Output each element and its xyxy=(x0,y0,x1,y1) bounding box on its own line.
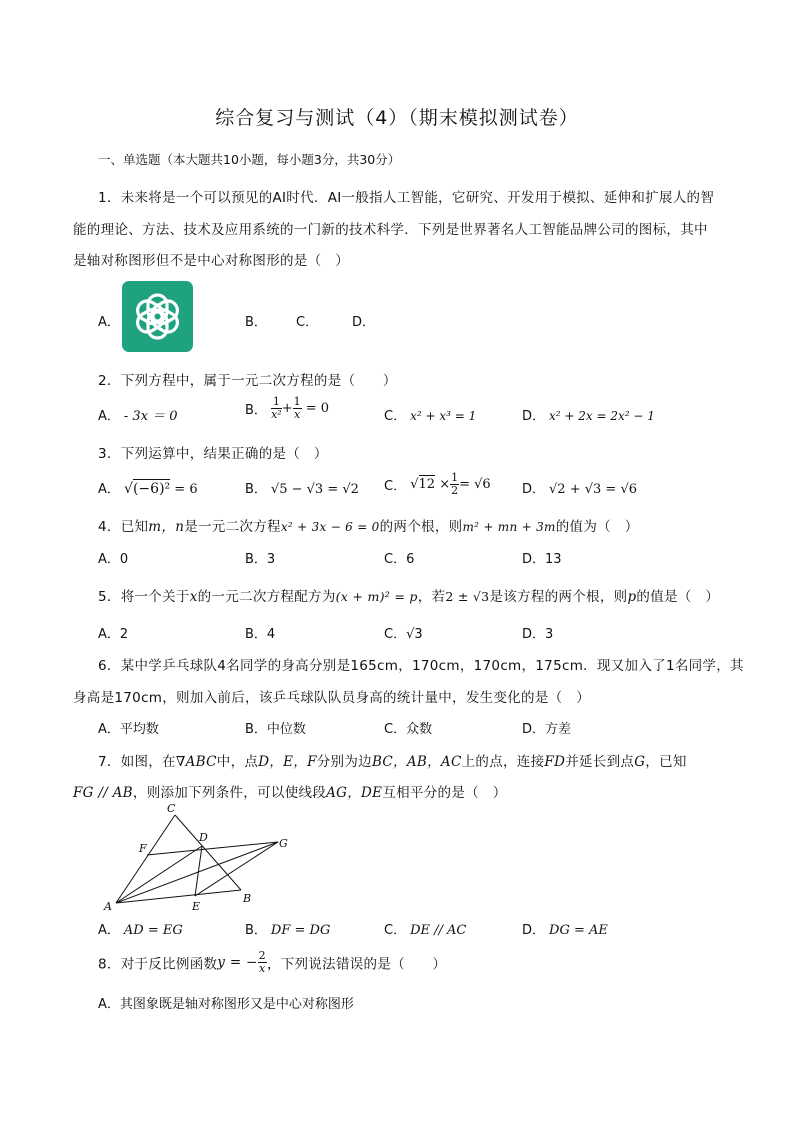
q3-d-label: D． xyxy=(522,482,546,497)
q2-stem: 2．下列方程中，属于一元二次方程的是（ ） xyxy=(98,373,397,389)
q3-stem: 3．下列运算中，结果正确的是（ ） xyxy=(98,446,328,462)
q5-option-d[interactable]: D．3 xyxy=(522,627,554,642)
fig-seg-AC xyxy=(116,815,175,903)
q6-line-1: 6．某中学乒乓球队4名同学的身高分别是165cm，170cm，170cm，175cm．现又加入了1名同学，其 xyxy=(98,658,744,674)
fig-label-A: A xyxy=(104,900,112,913)
q3-b-expr: √5 − √3 = √2 xyxy=(270,482,359,497)
q7-line-2: FG // AB，则添加下列条件，可以使线段AG，DE互相平分的是（ ） xyxy=(73,785,507,801)
q3-option-d[interactable] xyxy=(522,478,637,497)
q7-option-a[interactable]: A． AD = EG xyxy=(98,923,183,938)
q2-option-a[interactable] xyxy=(98,405,178,424)
q2-b-label: B． xyxy=(245,403,267,418)
fig-seg-FG xyxy=(147,842,278,855)
q7-option-c[interactable]: C． DE // AC xyxy=(384,923,467,938)
q2-c-label: C． xyxy=(384,409,407,424)
q5-stem: 5．将一个关于x的一元二次方程配方为(x + m)² = p，若2 ± √3是该方程的两个根，则p的值是（ ） xyxy=(98,589,720,605)
q1-line-1: 1．未来将是一个可以预见的AI时代．AI一般指人工智能，它研究、开发用于模拟、延伸和扩展人的智 xyxy=(98,190,715,206)
q1-option-a-label[interactable]: A． xyxy=(98,315,120,330)
q6-option-c[interactable]: C．众数 xyxy=(384,722,433,737)
q1-option-b-label[interactable]: B． xyxy=(245,315,267,330)
q4-option-b[interactable]: B．3 xyxy=(245,552,276,567)
q7-line-1: 7．如图，在∇ABC中，点D，E，F分别为边BC，AB，AC上的点，连接FD并延长到点G，已知 xyxy=(98,754,687,770)
q3-option-b[interactable] xyxy=(245,478,359,497)
q8-frac: $\frac{2}{x}$ xyxy=(258,949,266,975)
q4-option-a[interactable]: A．0 xyxy=(98,552,129,567)
q4-option-c[interactable]: C．6 xyxy=(384,552,415,567)
q3-a-rhs: = 6 xyxy=(174,482,198,497)
q3-c-frac: $\frac{1}{2}$ xyxy=(451,471,459,497)
fig-label-E: E xyxy=(192,900,201,913)
fig-label-F: F xyxy=(139,842,147,855)
q6-option-a[interactable]: A．平均数 xyxy=(98,722,159,737)
q5-equation: (x + m)² = p xyxy=(335,589,418,604)
q1-option-d-label[interactable]: D． xyxy=(352,315,376,330)
q2-option-b[interactable]: B． $\frac{1}{\text{x²}}$ + $\frac{1}{x}$ = 0 xyxy=(245,395,330,421)
fig-label-G: G xyxy=(279,837,288,850)
q8-option-a[interactable]: A．其图象既是轴对称图形又是中心对称图形 xyxy=(98,997,354,1012)
q8-stem: 8．对于反比例函数y = − $\frac{2}{x}$ ，下列说法错误的是（ ） xyxy=(98,949,447,975)
openai-logo-icon xyxy=(122,281,193,352)
q6-line-2: 身高是170cm，则加入前后，该乒乓球队队员身高的统计量中，发生变化的是（ ） xyxy=(73,690,591,706)
q2-c-expr: x² + x³ = 1 xyxy=(410,409,477,423)
q5-option-c[interactable]: C．√3 xyxy=(384,627,423,642)
q2-a-expr: - 3x ＝ 0 xyxy=(123,409,178,424)
q7-geometry-figure xyxy=(98,800,298,915)
q3-c-label: C． xyxy=(384,479,407,494)
q3-option-a[interactable] xyxy=(98,478,198,497)
q2-a-label: A． xyxy=(98,409,120,424)
q2-d-expr: x² + 2x = 2x² − 1 xyxy=(549,409,655,423)
q3-option-c[interactable]: C． √12 × $\frac{1}{2}$ = √6 xyxy=(384,471,491,497)
fig-seg-CB xyxy=(175,815,241,890)
fig-seg-AD xyxy=(116,846,202,903)
fig-label-C: C xyxy=(167,802,176,815)
fig-seg-AB xyxy=(116,890,241,903)
q2-b-frac1: $\frac{1}{\text{x²}}$ xyxy=(271,395,282,421)
q4-stem: 4．已知m，n是一元二次方程x² + 3x − 6 = 0的两个根，则m² + mn + 3m的值为（ ） xyxy=(98,519,639,535)
q5-option-a[interactable]: A．2 xyxy=(98,627,129,642)
q2-b-frac2: $\frac{1}{x}$ xyxy=(293,395,301,421)
q2-option-d[interactable] xyxy=(522,405,655,424)
q6-option-d[interactable]: D．方差 xyxy=(522,722,572,737)
page-title: 综合复习与测试（4）（期末模拟测试卷） xyxy=(215,107,579,129)
q4-expression: m² + mn + 3m xyxy=(462,520,556,534)
q4-equation: x² + 3x − 6 = 0 xyxy=(280,520,380,534)
q7-option-d[interactable]: D． DG = AE xyxy=(522,923,608,938)
section-heading: 一、单选题（本大题共10小题，每小题3分，共30分） xyxy=(98,152,401,167)
q4-option-d[interactable]: D．13 xyxy=(522,552,562,567)
q3-a-radical: √(−6)² xyxy=(124,481,171,497)
q7-option-b[interactable]: B． DF = DG xyxy=(245,923,331,938)
q3-c-rhs: = √6 xyxy=(459,477,491,492)
q5-option-b[interactable]: B．4 xyxy=(245,627,276,642)
fig-label-D: D xyxy=(199,831,208,844)
q3-b-label: B． xyxy=(245,482,267,497)
q6-option-b[interactable]: B．中位数 xyxy=(245,722,306,737)
q5-root: 2 ± √3 xyxy=(445,589,490,604)
fig-label-B: B xyxy=(243,892,252,905)
q1-option-c-label[interactable]: C． xyxy=(296,315,319,330)
q2-option-c[interactable] xyxy=(384,405,476,424)
q2-d-label: D． xyxy=(522,409,546,424)
q3-a-label: A． xyxy=(98,482,120,497)
q3-d-expr: √2 + √3 = √6 xyxy=(549,482,637,497)
q4-vars: m，n xyxy=(148,519,185,535)
q1-line-2: 能的理论、方法、技术及应用系统的一门新的技术科学．下列是世界著名人工智能品牌公司的图标，其中 xyxy=(73,222,708,238)
q1-line-3: 是轴对称图形但不是中心对称图形的是（ ） xyxy=(73,253,349,269)
